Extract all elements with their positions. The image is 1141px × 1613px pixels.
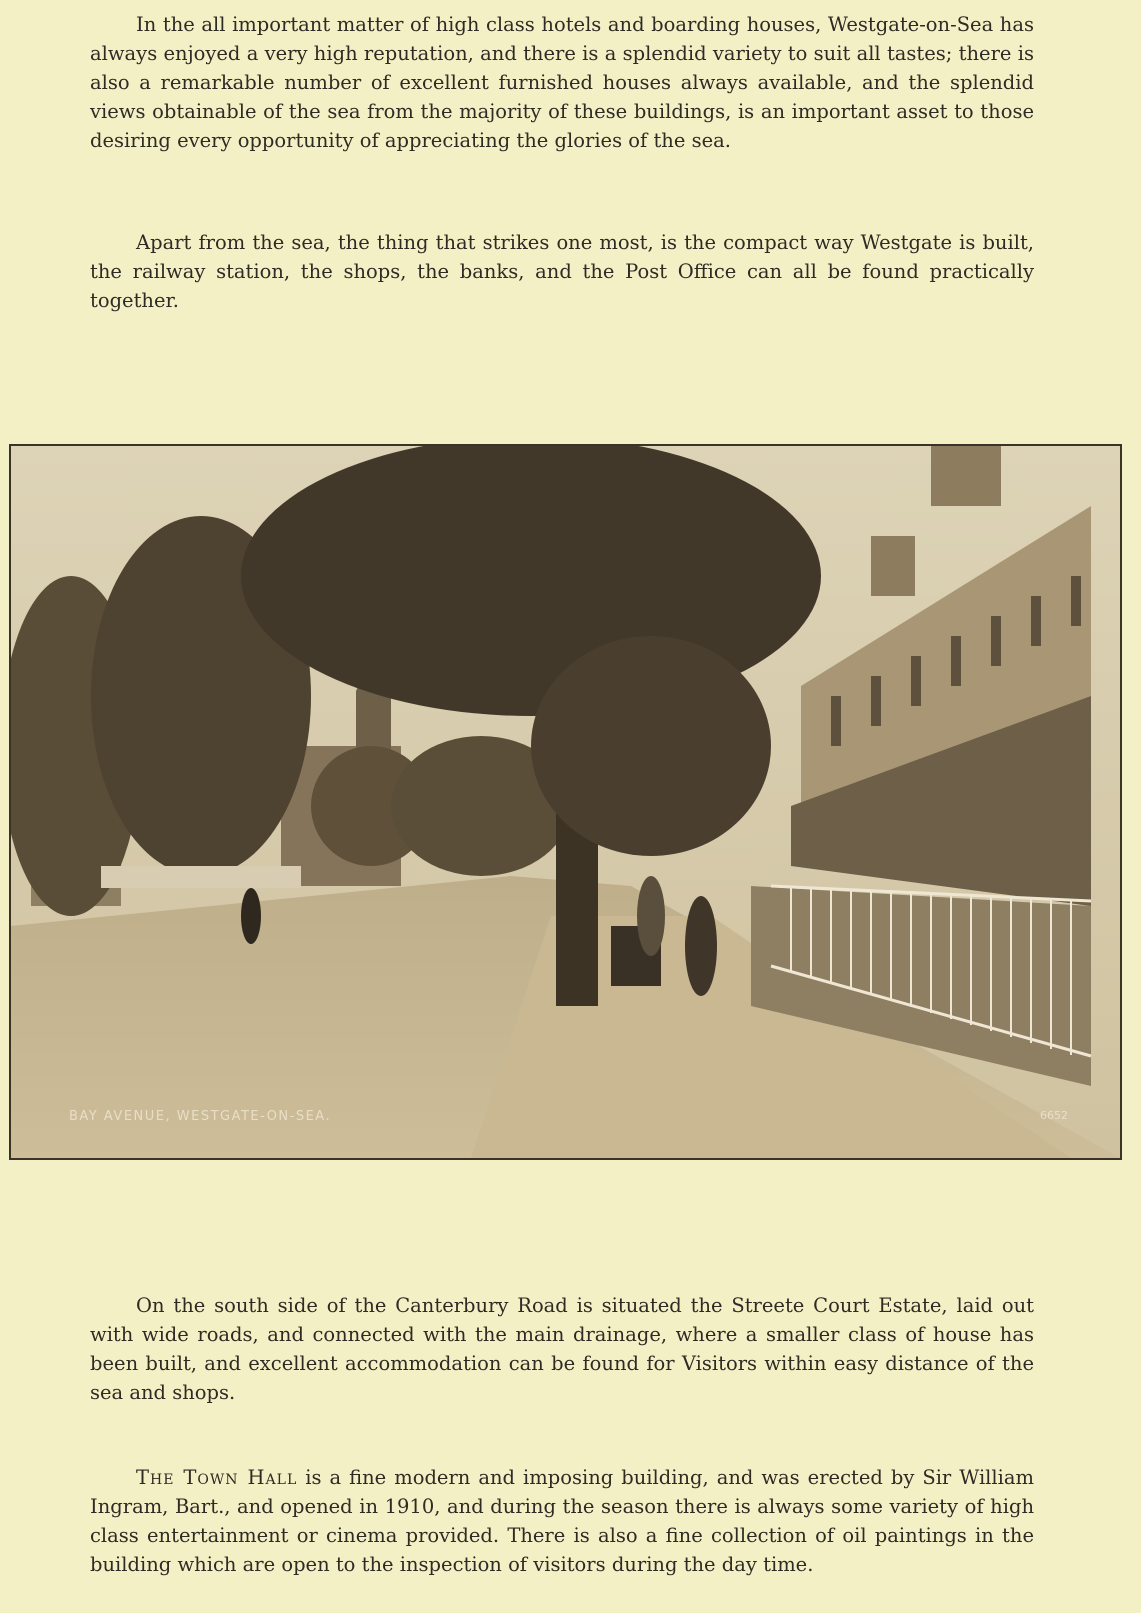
- street-scene-illustration: [11, 446, 1120, 1158]
- paragraph-town-hall: [90, 1463, 1034, 1579]
- paragraph-hotels: In the all important matter of high class hotels and boarding houses, Westgate-on-Sea has always enjoyed a very high reputation, and there is a splendid variety to suit all tastes; there is also a remarkable number of excellent furnished houses always available, and the splendid views obtainable of the sea from the majority of these buildings, is an important asset to those desiring every opportunity of appreciating the glories of the sea.: [90, 13, 1034, 152]
- town-hall-lead: The Town Hall: [136, 1466, 298, 1489]
- photo-caption: BAY AVENUE, WESTGATE-ON-SEA.: [69, 1109, 332, 1124]
- town-hall-text: is a fine modern and imposing building, and was erected by Sir William Ingram, Bart., and opened in 1910, and during the season there is always some variety of high class entertainment or cinema provided. There is also a fine collection of oil paintings in the building which are open to the inspection of visitors during the day time.: [90, 1466, 1035, 1576]
- photo-plate-number: 6652: [1040, 1109, 1068, 1122]
- bay-avenue-photograph: [9, 444, 1122, 1160]
- paragraph-streete-court: On the south side of the Canterbury Road is situated the Streete Court Estate, laid out with wide roads, and connected with the main drainage, where a smaller class of house has been built, and excellent accommodation can be found for Visitors within easy distance of the sea and shops.: [90, 1294, 1034, 1404]
- paragraph-compact-town: Apart from the sea, the thing that strikes one most, is the compact way Westgate is built, the railway station, the shops, the banks, and the Post Office can all be found practically together.: [90, 231, 1034, 312]
